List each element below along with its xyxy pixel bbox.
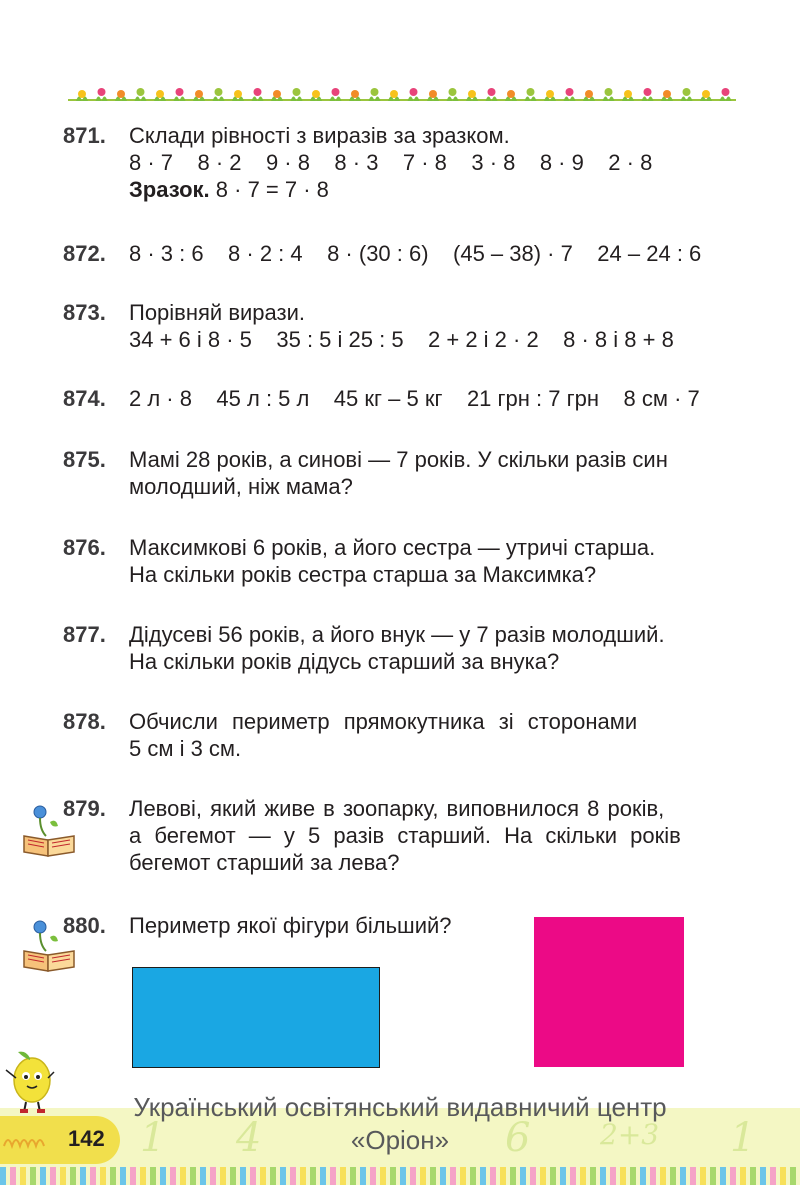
blue-rectangle	[132, 967, 380, 1068]
flower-border-decoration	[68, 80, 736, 106]
decorative-digit: 4	[236, 1115, 262, 1161]
task-879	[63, 795, 735, 876]
task-number: 878.	[63, 709, 106, 734]
task-expressions: 8 · 7 8 · 2 9 · 8 8 · 3 7 · 8 3 · 8 8 · 9 2 · 8	[129, 150, 653, 175]
task-number: 873.	[63, 300, 106, 325]
task-text: Порівняй вирази.	[129, 300, 306, 325]
publisher-brand: «Оріон»	[350, 1125, 450, 1155]
sample-text: 8 · 7 = 7 · 8	[209, 177, 329, 202]
sample-label: Зразок.	[129, 177, 210, 202]
task-number: 874.	[63, 386, 106, 411]
task-877	[63, 621, 665, 675]
task-text: Мамі 28 років, а синові — 7 років. У скільки разів син	[129, 447, 668, 472]
task-expressions: 8 · 3 : 6 8 · 2 : 4 8 · (30 : 6) (45 – 38) · 7 24 – 24 : 6	[129, 241, 702, 266]
task-text: бегемот старший за лева?	[129, 850, 400, 875]
publisher-name: Український освітянський видавничий центр	[133, 1092, 667, 1122]
task-876	[63, 534, 655, 588]
task-expressions: 34 + 6 і 8 · 5 35 : 5 і 25 : 5 2 + 2 і 2 · 2 8 · 8 і 8 + 8	[129, 327, 674, 352]
task-text: Обчисли периметр прямокутника зі сторонами	[129, 709, 638, 734]
task-number: 875.	[63, 447, 106, 472]
task-text: На скільки років сестра старша за Максимка?	[129, 562, 597, 587]
task-text: Периметр якої фігури більший?	[129, 913, 452, 938]
task-874	[63, 385, 700, 412]
task-878	[63, 708, 735, 762]
task-872	[63, 240, 701, 267]
task-text: Максимкові 6 років, а його сестра — утричі старша.	[129, 535, 656, 560]
decorative-digit: 6	[505, 1115, 531, 1161]
task-text: На скільки років дідусь старший за внука?	[129, 649, 560, 674]
task-text: Дідусеві 56 років, а його внук — у 7 разів молодший.	[129, 622, 665, 647]
task-text: Левові, який живе в зоопарку, виповнилося 8 років,	[129, 796, 665, 821]
task-text: молодший, ніж мама?	[129, 474, 353, 499]
task-number: 877.	[63, 622, 106, 647]
task-871	[63, 122, 652, 203]
task-number: 872.	[63, 241, 106, 266]
task-number: 879.	[63, 796, 106, 821]
task-number: 876.	[63, 535, 106, 560]
task-873	[63, 299, 674, 353]
decorative-digit: 1	[140, 1115, 166, 1161]
sample-line	[129, 176, 652, 203]
page-number: 142	[68, 1126, 105, 1151]
task-expressions: 2 л · 8 45 л : 5 л 45 кг – 5 кг 21 грн : 7 грн 8 см · 7	[129, 386, 700, 411]
task-number: 871.	[63, 123, 106, 148]
task-number: 880.	[63, 913, 106, 938]
footer-stripes	[0, 1167, 800, 1185]
task-text: 5 см і 3 см.	[129, 736, 242, 761]
task-880	[63, 912, 452, 939]
decorative-digit: 1	[730, 1115, 756, 1161]
pink-square	[534, 917, 684, 1067]
task-text: а бегемот — у 5 разів старший. На скільки років	[129, 823, 681, 848]
task-875	[63, 446, 668, 500]
decorative-digit: 2+3	[600, 1118, 660, 1151]
task-text: Склади рівності з виразів за зразком.	[129, 123, 510, 148]
